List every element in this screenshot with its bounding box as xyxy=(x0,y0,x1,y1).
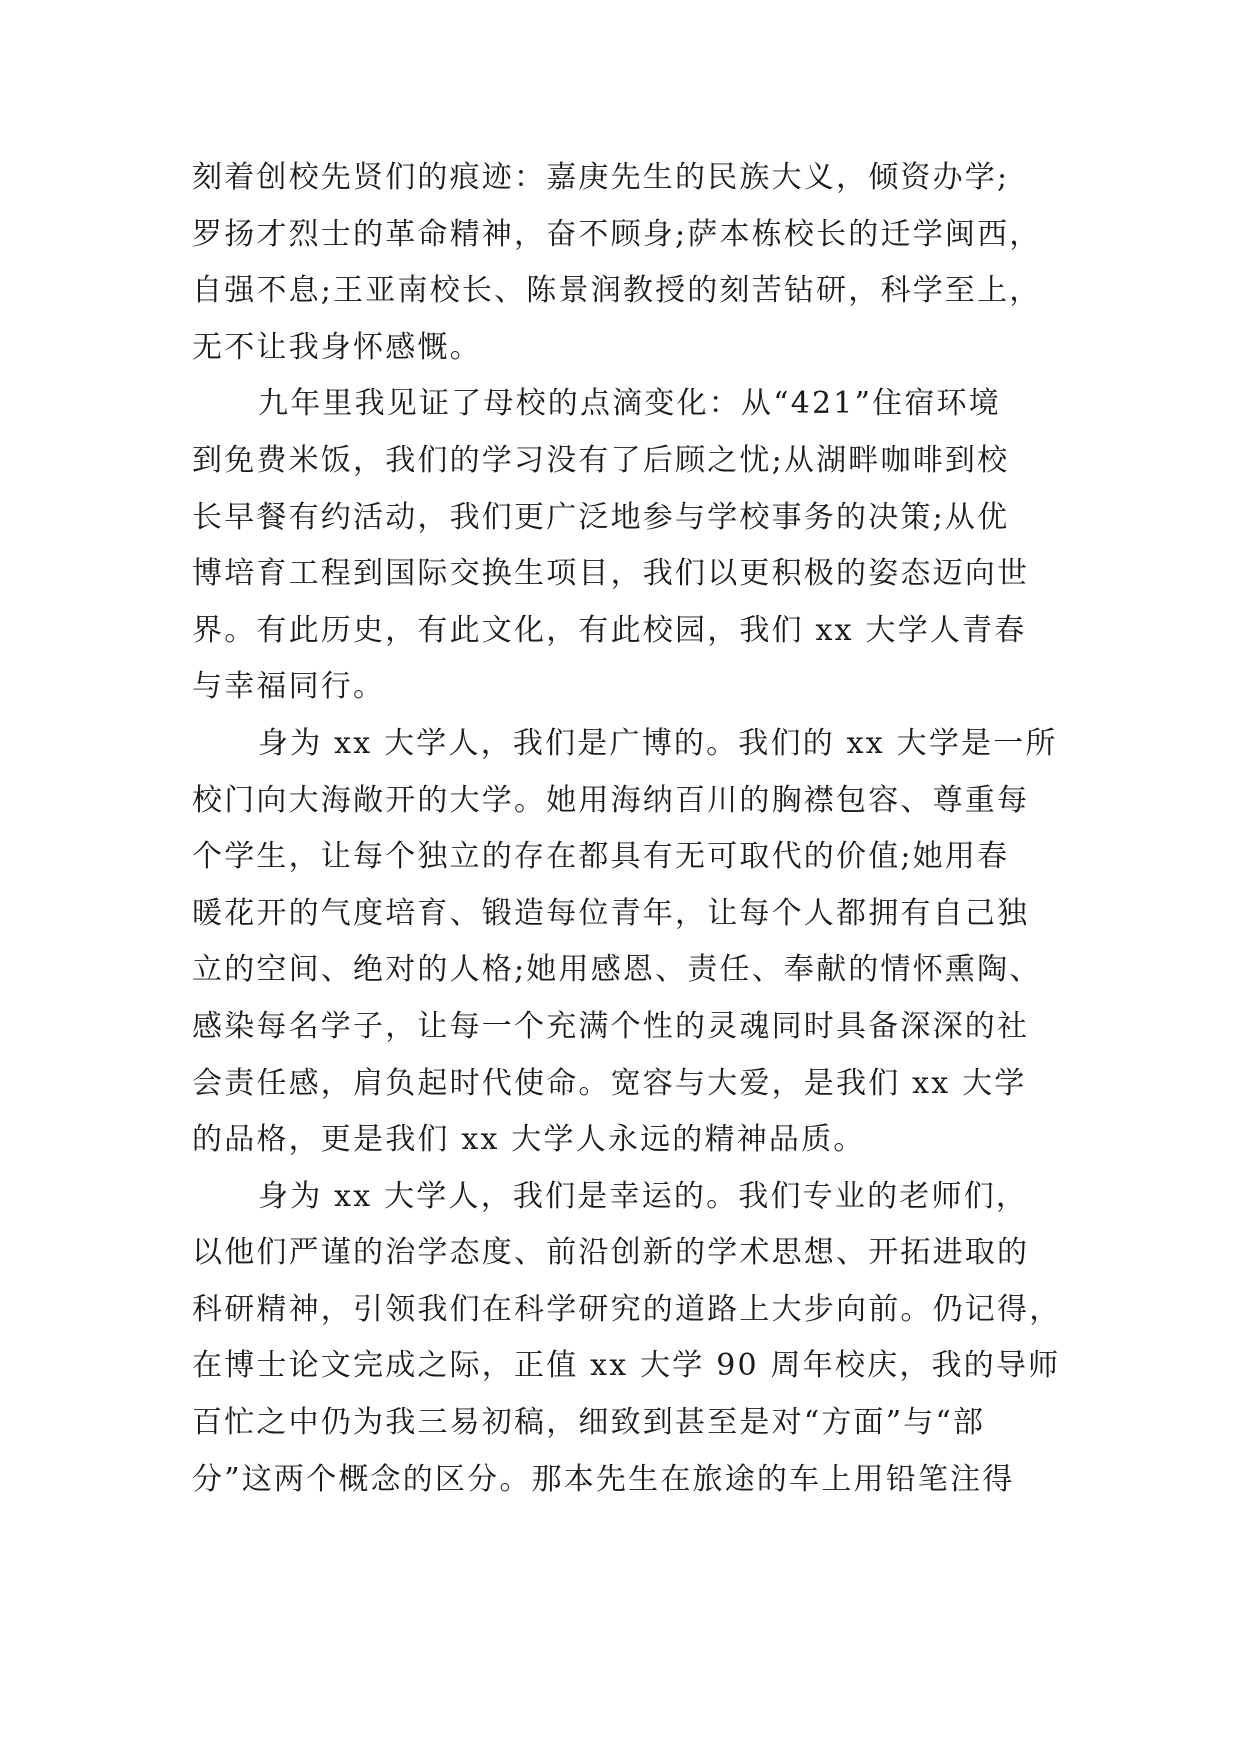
text-line: 以他们严谨的治学态度、前沿创新的学术思想、开拓进取的 xyxy=(192,1235,1030,1271)
text-line: 在博士论文完成之际，正值 xx 大学 90 周年校庆，我的导师 xyxy=(192,1348,1061,1384)
paragraph-first-line: 身为 xx 大学人，我们是幸运的。我们专业的老师们， xyxy=(258,1178,1029,1214)
text-line: 到免费米饭，我们的学习没有了后顾之忧;从湖畔咖啡到校 xyxy=(192,442,1010,478)
text-line: 科研精神，引领我们在科学研究的道路上大步向前。仍记得， xyxy=(192,1291,1062,1327)
text-line: 分”这两个概念的区分。那本先生在旅途的车上用铅笔注得 xyxy=(192,1461,1015,1497)
text-line: 校门向大海敞开的大学。她用海纳百川的胸襟包容、尊重每 xyxy=(192,782,1030,818)
text-line: 暖花开的气度培育、锻造每位青年，让每个人都拥有自己独 xyxy=(192,895,1030,931)
text-line: 界。有此历史，有此文化，有此校园，我们 xx 大学人青春 xyxy=(192,612,1027,648)
text-line: 个学生，让每个独立的存在都具有无可取代的价值;她用春 xyxy=(192,839,1010,875)
text-line: 感染每名学子，让每一个充满个性的灵魂同时具备深深的社 xyxy=(192,1008,1030,1044)
text-line: 百忙之中仍为我三易初稿，细致到甚至是对“方面”与“部 xyxy=(192,1405,986,1441)
text-line: 刻着创校先贤们的痕迹：嘉庚先生的民族大义，倾资办学; xyxy=(192,160,1010,195)
text-line: 博培育工程到国际交换生项目，我们以更积极的姿态迈向世 xyxy=(192,556,1030,592)
text-line: 长早餐有约活动，我们更广泛地参与学校事务的决策;从优 xyxy=(192,499,1010,535)
text-line: 罗扬才烈士的革命精神，奋不顾身;萨本栋校长的迁学闽西， xyxy=(192,216,1042,252)
paragraph-first-line: 九年里我见证了母校的点滴变化：从“421”住宿环境 xyxy=(258,386,1001,422)
text-line: 自强不息;王亚南校长、陈景润教授的刻苦钻研，科学至上， xyxy=(192,273,1042,309)
text-line: 无不让我身怀感慨。 xyxy=(192,329,482,365)
text-line: 的品格，更是我们 xx 大学人永远的精神品质。 xyxy=(192,1122,866,1158)
text-line: 与幸福同行。 xyxy=(192,669,386,705)
document-body xyxy=(192,150,1062,1508)
text-line: 立的空间、绝对的人格;她用感恩、责任、奉献的情怀熏陶、 xyxy=(192,952,1042,988)
text-line: 会责任感，肩负起时代使命。宽容与大爱，是我们 xx 大学 xyxy=(192,1065,1027,1101)
paragraph-first-line: 身为 xx 大学人，我们是广博的。我们的 xx 大学是一所 xyxy=(258,725,1058,761)
